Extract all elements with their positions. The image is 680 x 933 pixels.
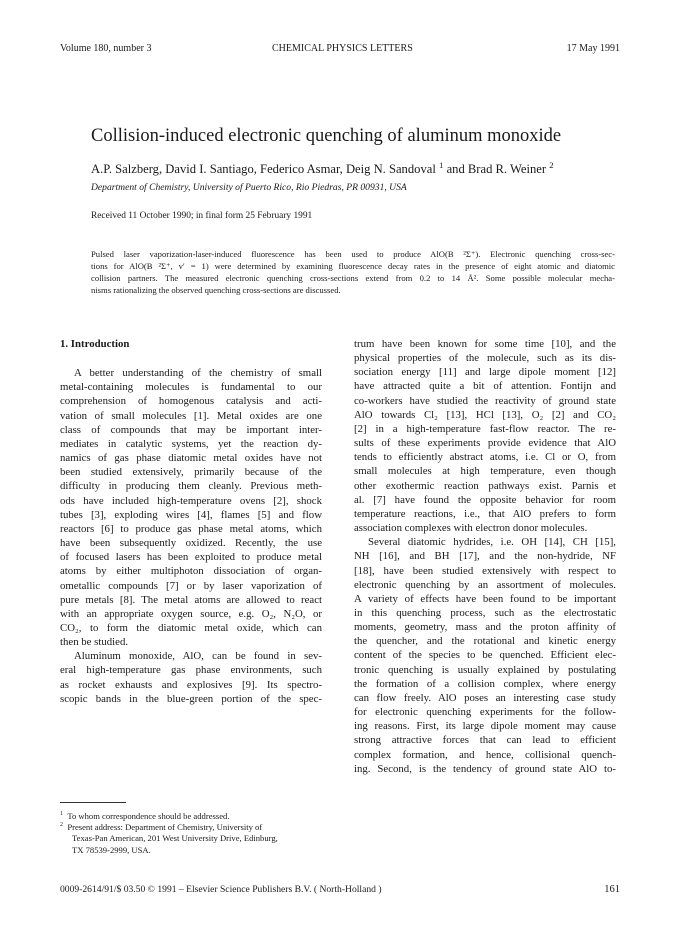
- paragraph: [60, 649, 322, 706]
- paragraph: [354, 337, 616, 535]
- author-list: [91, 159, 554, 177]
- text-line: [2] in a high-temperature fast-flow reactor. The re-: [354, 422, 616, 435]
- text-line: in this quenching process, such as the electrostatic: [354, 606, 616, 619]
- text-line: ing reasons. First, its large dipole moment may cause: [354, 720, 616, 733]
- text-line: comprehension of homogenous catalysis and acti-: [60, 395, 322, 408]
- text-line: of focused lasers has been exploited to produce metal: [60, 551, 322, 564]
- text-line: tubes [3], exploding wires [4], flames [5] and flow: [60, 508, 322, 521]
- text-line: physical properties of the molecule, such as its dis-: [354, 352, 616, 365]
- copyright-footer: 0009-2614/91/$ 03.50 © 1991 – Elsevier Science Publishers B.V. ( North-Holland ): [60, 884, 382, 895]
- text-line: temperature reactions, i.e., that AlO prefers to form: [354, 507, 616, 520]
- text-line: complex formation, and hence, collisional quench-: [354, 748, 616, 761]
- text-line: sociation energy [11] and large dipole moment [12]: [354, 366, 616, 379]
- text-line: moments, geometry, mass and the proton affinity of: [354, 621, 616, 634]
- abstract-line: nisms rationalizing the observed quenching cross-sections are discussed.: [91, 284, 341, 295]
- received-dates: Received 11 October 1990; in final form 25 February 1991: [91, 211, 313, 221]
- author-last: and Brad R. Weiner: [446, 162, 547, 176]
- footnote-text: To whom correspondence should be addressed.: [67, 811, 230, 821]
- running-header-volume: Volume 180, number 3: [60, 43, 152, 54]
- text-line: Several diatomic hydrides, i.e. OH [14], CH [15],: [368, 536, 616, 549]
- text-line: NH [16], and BH [17], and the non-hydride, NF: [354, 550, 616, 563]
- text-line: can flow freely. AlO poses an interesting case study: [354, 691, 616, 704]
- footnote-mark-1: 1: [439, 159, 444, 170]
- footnote-rule: [60, 802, 126, 803]
- text-line: ometallic compounds [7] or by laser vaporization of: [60, 579, 322, 592]
- abstract: [91, 249, 615, 297]
- footnote-mark: 1: [60, 811, 64, 818]
- text-line: tends to efficiently abstract atoms, i.e. Cl or O, from: [354, 451, 616, 464]
- text-line: strong attractive forces that can lead to efficient: [354, 734, 616, 747]
- text-line: A better understanding of the chemistry of small: [74, 367, 322, 380]
- footnote-mark-2: 2: [549, 159, 554, 170]
- text-line: [18], have been studied extensively with respect to: [354, 564, 616, 577]
- text-line: mediates in catalytic systems, yet the reaction dy-: [60, 437, 322, 450]
- text-line: have been subsequently oxidized. Recently, the use: [60, 537, 322, 550]
- paragraph: [354, 535, 616, 776]
- footnote-1: [60, 811, 322, 822]
- left-column: [60, 337, 322, 706]
- text-line: sults of these experiments provide evidence that AlO: [354, 437, 616, 450]
- text-line: small molecules at high temperature, even though: [354, 465, 616, 478]
- abstract-line: tions for AlO(B ²Σ⁺, v′ = 1) were determined by examining fluorescence decay rates in the presence of eight atomic and diatomic: [91, 260, 615, 271]
- text-line: with an appropriate oxygen source, e.g. O₂, N₂O, or: [60, 607, 322, 620]
- text-line: association complexes with electron donor molecules.: [354, 522, 588, 535]
- text-line: then be studied.: [60, 636, 129, 649]
- text-line: have attracted quite a bit of attention. Fontijn and: [354, 380, 616, 393]
- right-column: [354, 337, 616, 776]
- text-line: for electronic quenching experiments for the follow-: [354, 706, 616, 719]
- article-title: Collision-induced electronic quenching of aluminum monoxide: [91, 126, 562, 146]
- running-header-journal: CHEMICAL PHYSICS LETTERS: [272, 43, 413, 54]
- text-line: as rocket exhausts and explosives [9]. Its spectro-: [60, 678, 322, 691]
- text-line: class of compounds that may be important inter-: [60, 423, 322, 436]
- footnote-text: TX 78539-2999, USA.: [72, 844, 151, 855]
- text-line: pure metals [8]. The metal atoms are allowed to react: [60, 593, 322, 606]
- text-line: Aluminum monoxide, AlO, can be found in sev-: [74, 650, 322, 663]
- text-line: atoms by either multiphoton dissociation of organ-: [60, 565, 322, 578]
- text-line: ing. Second, is the tendency of ground state AlO to-: [354, 762, 616, 775]
- author-names: A.P. Salzberg, David I. Santiago, Federico Asmar, Deig N. Sandoval: [91, 162, 436, 176]
- text-line: eral high-temperature gas phase environments, such: [60, 664, 322, 677]
- text-line: namics of gas phase diatomic metal oxides have not: [60, 452, 322, 465]
- affiliation: Department of Chemistry, University of Puerto Rico, Rio Piedras, PR 00931, USA: [91, 182, 407, 193]
- footnote-text: Present address: Department of Chemistry, University of: [67, 822, 263, 833]
- text-line: the formation of a collision complex, where energy: [354, 677, 616, 690]
- text-line: content of the species to be quenched. Efficient elec-: [354, 649, 616, 662]
- abstract-line: collision partners. The measured electronic quenching cross-sections extend from 0.2 to 14 Å². Some possible molecular mecha-: [91, 272, 615, 283]
- text-line: other exothermic reaction pathways exist. Parnis et: [354, 479, 616, 492]
- text-line: reactors [6] to produce gas phase metal atoms, which: [60, 522, 322, 535]
- paragraph: [60, 366, 322, 649]
- section-heading: 1. Introduction: [60, 338, 130, 350]
- page-number: 161: [604, 884, 620, 895]
- text-line: trum have been known for some time [10], and the: [354, 338, 616, 350]
- footnote-mark: 2: [60, 822, 64, 829]
- text-line: al. [7] have found the opposite behavior for room: [354, 493, 616, 506]
- text-line: electronic quenching by an assortment of molecules.: [354, 578, 616, 591]
- footnote-2: [60, 822, 322, 833]
- footnote-text: Texas-Pan American, 201 West University Drive, Edinburg,: [72, 833, 278, 844]
- text-line: scopic bands in the blue-green portion of the spec-: [60, 692, 322, 705]
- abstract-line: Pulsed laser vaporization-laser-induced fluorescence has been used to produce AlO(B ²Σ⁺). Electronic quenching cross-sec-: [91, 249, 615, 259]
- text-line: difficulty in producing them cleanly. Previous meth-: [60, 480, 322, 493]
- text-line: ods have included high-temperature ovens [2], shock: [60, 494, 322, 507]
- text-line: CO₂, to form the diatomic metal oxide, which can: [60, 621, 322, 634]
- running-header-date: 17 May 1991: [566, 43, 620, 54]
- text-line: the quencher, and the rotational and kinetic energy: [354, 635, 616, 648]
- text-line: metal-containing molecules is fundamental to our: [60, 381, 322, 394]
- text-line: tronic quenching is usually explained by postulating: [354, 663, 616, 676]
- text-line: vation of small molecules [1]. Metal oxides are one: [60, 409, 322, 422]
- text-line: co-workers have studied the reactivity of ground state: [354, 394, 616, 407]
- text-line: AlO towards Cl₂ [13], HCl [13], O₂ [2] and CO₂: [354, 408, 616, 421]
- text-line: A variety of effects have been found to be important: [354, 592, 616, 605]
- footnotes: [60, 811, 322, 856]
- text-line: been studied extensively, primarily because of the: [60, 466, 322, 479]
